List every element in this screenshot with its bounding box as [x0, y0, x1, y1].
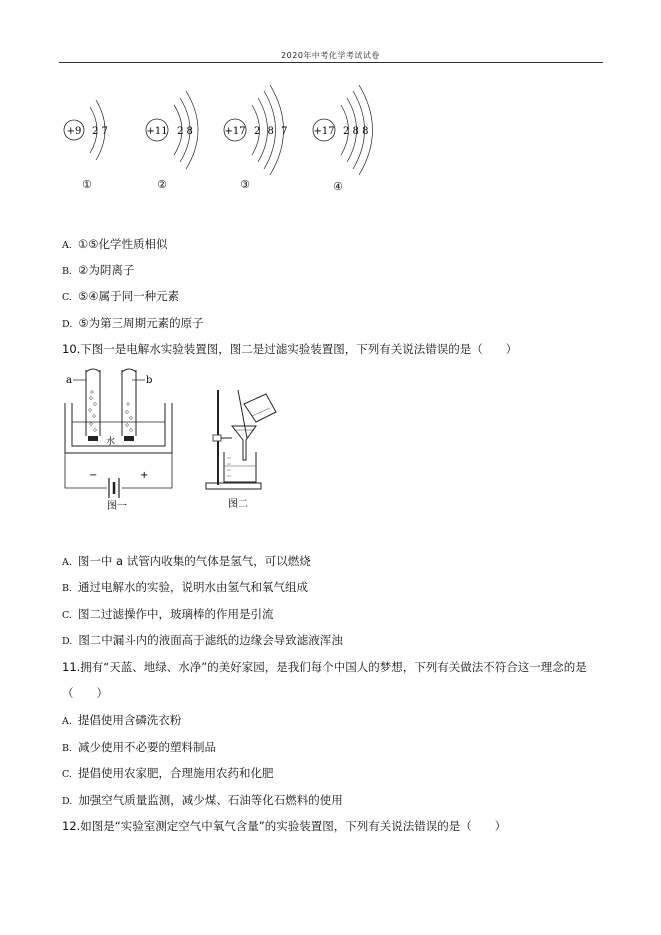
atom-label-3: ③ [240, 178, 250, 191]
atom-3-nucleus: +17 [224, 126, 246, 137]
figure-electrolysis [62, 368, 177, 513]
q12-stem: 12.如图是“实验室测定空气中氧气含量”的实验装置图，下列有关说法错误的是（ ） [62, 819, 507, 833]
q11-option-c: C. 提倡使用农家肥，合理施用农药和化肥 [62, 766, 274, 780]
q11-option-d: D. 加强空气质量监测，减少煤、石油等化石燃料的使用 [62, 793, 343, 807]
atom-3-shells: 2 8 7 [254, 126, 288, 137]
q11-stem-line1: 11.拥有“天蓝、地绿、水净”的美好家园，是我们每个中国人的梦想，下列有关做法不符合这一理念的是 [62, 660, 587, 674]
q11-option-a: A. 提倡使用含磷洗衣粉 [62, 713, 182, 727]
atom-label-4: ④ [333, 180, 343, 193]
atom-diagram-1 [64, 100, 108, 160]
fig1-label-a: a [66, 375, 72, 386]
q10-option-b: B. 通过电解水的实验，说明水由氢气和氧气组成 [62, 580, 309, 594]
atom-1-shells: 2 7 [92, 126, 108, 137]
atom-label-2: ② [157, 178, 167, 191]
header-rule [59, 62, 603, 63]
atom-2-shells: 2 8 [177, 126, 193, 137]
fig1-caption: 图一 [107, 501, 127, 512]
q10-stem: 10.下图一是电解水实验装置图，图二是过滤实验装置图，下列有关说法错误的是（ ） [62, 342, 518, 356]
atom-diagram-4 [313, 85, 373, 175]
q9-option-b: B. ②为阴离子 [62, 263, 135, 277]
fig1-plus: + [140, 470, 149, 481]
fig1-water-label: 水 [106, 437, 116, 447]
atom-4-shells: 2 8 8 [343, 126, 369, 137]
figure-filtration [200, 380, 285, 515]
q9-option-d: D. ⑤为第三周期元素的原子 [62, 316, 204, 330]
atom-diagram-2 [146, 91, 198, 169]
q11-option-b: B. 减少使用不必要的塑料制品 [62, 740, 217, 754]
fig2-caption: 图二 [228, 499, 248, 510]
fig1-minus: − [89, 470, 98, 481]
atom-4-nucleus: +17 [313, 126, 335, 137]
q10-option-c: C. 图二过滤操作中，玻璃棒的作用是引流 [62, 607, 274, 621]
q10-option-a: A. 图一中 a 试管内收集的气体是氢气，可以燃烧 [62, 554, 311, 568]
q11-stem-line2: （ ） [62, 686, 108, 700]
q10-option-d: D. 图二中漏斗内的液面高于滤纸的边缘会导致滤液浑浊 [62, 633, 343, 647]
page-header: 2020年中考化学考试试卷 [281, 51, 380, 60]
atom-2-nucleus: +11 [146, 126, 168, 137]
atom-label-1: ① [82, 178, 92, 191]
q9-option-a: A. ①⑤化学性质相似 [62, 237, 168, 251]
atom-1-nucleus: +9 [66, 126, 82, 137]
q9-option-c: C. ⑤④属于同一种元素 [62, 289, 180, 303]
atom-structure-diagrams [55, 85, 415, 205]
atom-diagram-3 [224, 85, 287, 175]
fig1-label-b: b [146, 375, 153, 386]
